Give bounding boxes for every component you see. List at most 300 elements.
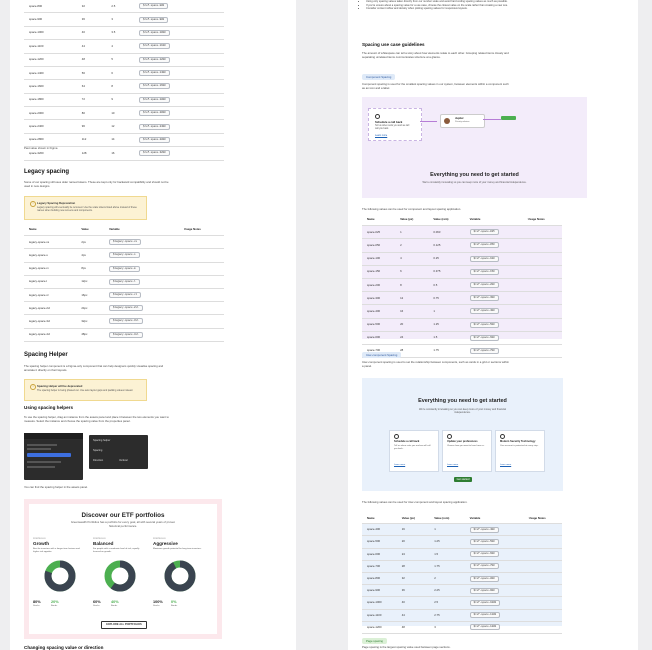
panel-row-selected xyxy=(27,453,71,457)
panel-row xyxy=(27,444,57,446)
table-cell xyxy=(104,275,179,288)
popup-body: Tell us when suits you and we will call you back. xyxy=(375,125,410,130)
table-cell: 0.5 xyxy=(428,278,464,291)
legacy-note xyxy=(24,196,147,220)
token-pill: $ref-space-600 xyxy=(470,335,499,341)
table-cell xyxy=(179,262,224,275)
column-header: Name xyxy=(362,513,397,524)
table-row xyxy=(24,80,224,93)
table-cell: 1.75 xyxy=(429,560,464,572)
token-pill: $ref-space-1200 xyxy=(139,57,170,63)
right-doc-page xyxy=(348,0,638,650)
table-cell: space-100 xyxy=(362,252,395,265)
table-row xyxy=(362,524,562,536)
token-pill: $ref-space-900 xyxy=(470,588,499,594)
component-spacing-tag: Component Spacing xyxy=(362,74,395,80)
table-cell: legacy-space-xs xyxy=(24,236,76,249)
portfolio-desc: Maximum growth potential for long-term investors. xyxy=(153,548,202,550)
table-cell: space-1800 xyxy=(24,93,77,106)
table-cell: 44 xyxy=(397,609,430,621)
stocks-value: 80% xyxy=(33,600,41,604)
note-title: Spacing Helper will be deprecated xyxy=(37,384,83,388)
portfolio-name: Aggressive xyxy=(153,541,178,546)
table-cell: space-2800 xyxy=(24,133,77,146)
popup-link[interactable]: Learn more xyxy=(375,134,388,137)
table-cell xyxy=(134,80,224,93)
table-row xyxy=(362,609,562,621)
table-cell: 1.5 xyxy=(428,331,464,344)
table-cell xyxy=(523,265,562,278)
table-row xyxy=(24,120,224,133)
table-cell: space-700 xyxy=(362,344,395,357)
table-cell: 0.063 xyxy=(428,226,464,239)
token-pill: $legacy-space-l xyxy=(109,279,140,285)
token-pill: $legacy-space-m xyxy=(109,266,140,272)
spacing-helper-heading: Spacing Helper xyxy=(24,352,68,358)
table-cell: space-2000 xyxy=(24,107,77,120)
table-cell: 12 xyxy=(106,120,134,133)
table-cell xyxy=(104,328,179,341)
table-row xyxy=(24,315,224,328)
feature-card[interactable] xyxy=(389,430,439,472)
table-cell xyxy=(523,239,562,252)
feature-body: Tell us when suits you and we will call you back. xyxy=(394,445,431,450)
table-cell: 2px xyxy=(76,236,104,249)
column-header: Usage Notes xyxy=(523,214,562,226)
table-cell: space-1600 xyxy=(24,80,77,93)
token-pill: $ref-space-1600 xyxy=(139,83,170,89)
inter-component-spacing-tag: Inter-component Spacing xyxy=(362,352,401,358)
portfolio-kicker: PORTFOLIO xyxy=(33,538,46,540)
table-row xyxy=(362,226,562,239)
table-cell xyxy=(104,236,179,249)
table-cell: 12 xyxy=(395,292,428,305)
left-doc-page xyxy=(10,0,296,650)
table-cell: legacy-space-l xyxy=(24,275,76,288)
column-header: Variable xyxy=(465,214,523,226)
table-cell xyxy=(465,265,523,278)
table-cell xyxy=(179,236,224,249)
table-row xyxy=(24,107,224,120)
schedule-callback-popup xyxy=(368,108,422,141)
table-row xyxy=(24,275,224,288)
table-cell xyxy=(465,252,523,265)
column-header: Value (rem) xyxy=(429,513,464,524)
guideline-bullets xyxy=(362,0,516,11)
token-pill: $ref-space-1800 xyxy=(139,97,170,103)
token-pill: $ref-space-700 xyxy=(470,563,499,569)
allocation-donut xyxy=(163,559,197,593)
table-cell xyxy=(134,53,224,66)
token-pill: $ref-space-050 xyxy=(470,242,499,248)
portfolio-kicker: PORTFOLIO xyxy=(93,538,106,540)
feature-card-row xyxy=(389,430,544,470)
token-pill: $ref-space-1000 xyxy=(139,30,170,36)
table-cell: 0.375 xyxy=(428,265,464,278)
table-cell: legacy-space-3xl xyxy=(24,315,76,328)
table-cell: 2 xyxy=(429,572,464,584)
bullet-item: • Consider content reflow and density when picking spacing values for responsive layouts. xyxy=(366,7,516,11)
token-pill: $ref-space-1100 xyxy=(139,43,170,49)
table-cell: 36 xyxy=(77,13,107,26)
table-cell: space-500 xyxy=(362,536,397,548)
table-cell xyxy=(134,40,224,53)
table-cell xyxy=(523,278,562,291)
inter-component-example xyxy=(362,378,563,491)
table-cell: 2.75 xyxy=(429,609,464,621)
table3-wrap xyxy=(362,513,562,629)
token-pill: $ref-space-100 xyxy=(470,256,499,262)
table-cell: 3 xyxy=(106,13,134,26)
table-cell: space-400 xyxy=(362,524,397,536)
bonds-value: 20% xyxy=(51,600,59,604)
table-cell: space-1200 xyxy=(24,53,77,66)
table-cell xyxy=(523,226,562,239)
etf-card-row xyxy=(33,538,213,618)
table-cell xyxy=(134,120,224,133)
get-started-button[interactable]: Get started xyxy=(454,477,472,482)
table-cell: 0.25 xyxy=(428,252,464,265)
token-pill: $legacy-space-2xl xyxy=(109,305,143,311)
table-cell: 1.5 xyxy=(429,548,464,560)
stocks-value: 60% xyxy=(93,600,101,604)
token-pill: $ref-space-200 xyxy=(470,282,499,288)
table-row xyxy=(362,305,562,318)
feature-title: Modern Security Technology xyxy=(500,440,536,443)
note-body: The spacing helper is being phased out. Use auto layout gaps and padding values instead. xyxy=(37,389,133,392)
table-cell: 32px xyxy=(76,315,104,328)
hero-title: Everything you need to get started xyxy=(430,172,519,178)
table-cell xyxy=(465,585,524,597)
table-row xyxy=(362,278,562,291)
token-pill: $ref-space-800 xyxy=(470,576,499,582)
table-row xyxy=(362,252,562,265)
table-cell: legacy-space-xl xyxy=(24,288,76,301)
table-cell: space-050 xyxy=(362,239,395,252)
table-cell: 8 xyxy=(106,80,134,93)
table-cell: legacy-space-4xl xyxy=(24,328,76,341)
table-cell: space-3200 xyxy=(24,147,77,160)
table-cell: 128 xyxy=(77,147,107,160)
table-row xyxy=(24,249,224,262)
table-row xyxy=(362,318,562,331)
table-cell xyxy=(465,292,523,305)
guidelines-body: The amount of whitespace can tell a story about how elements relate to each other. Grouping related items closely and separating unrelated items communicates structure at a glance. xyxy=(362,51,509,59)
info-icon: i xyxy=(30,384,36,390)
table-cell xyxy=(465,344,523,357)
table-cell: 3.5 xyxy=(106,26,134,39)
helper-intro: The spacing helper component is a Figma-only component that can help designers quickly visualise spacing and annotate it directly on their layouts. xyxy=(24,364,164,372)
table-cell xyxy=(523,318,562,331)
table-cell: 24 xyxy=(395,331,428,344)
table-cell xyxy=(465,548,524,560)
table-cell: space-500 xyxy=(362,318,395,331)
etf-subtitle: Greenwealth Portfolios has a portfolio for every goal, all with several years of proven historical performance. xyxy=(70,520,176,528)
table-cell: space-700 xyxy=(362,560,397,572)
table-cell: space-800 xyxy=(24,0,77,13)
table-cell: 96 xyxy=(77,120,107,133)
column-header: Value (px) xyxy=(397,513,430,524)
table-cell xyxy=(465,572,524,584)
table-cell xyxy=(523,305,562,318)
table2-wrap xyxy=(362,214,562,353)
component-spacing-body: Component spacing is used for the smallest spacing values in our system, between elements within a component such as an icon and a label. xyxy=(362,82,509,90)
inter-component-spacing-table xyxy=(362,513,562,634)
table-cell xyxy=(179,249,224,262)
table-cell xyxy=(179,275,224,288)
table-cell xyxy=(104,302,179,315)
table-row xyxy=(24,40,224,53)
table-cell: 5 xyxy=(106,53,134,66)
page-spacing-tag: Page spacing xyxy=(362,638,387,644)
table-cell: 48 xyxy=(397,621,430,633)
table-row xyxy=(362,239,562,252)
table-row xyxy=(24,236,224,249)
portfolio-name: Growth xyxy=(33,541,50,546)
table-cell xyxy=(524,524,562,536)
table-row xyxy=(24,133,224,146)
table-row xyxy=(362,597,562,609)
table-cell: legacy-space-2xl xyxy=(24,302,76,315)
table-cell xyxy=(523,331,562,344)
table-row xyxy=(24,0,224,13)
hero2-title: Everything you need to get started xyxy=(418,398,507,404)
table-cell xyxy=(524,548,562,560)
table-cell xyxy=(179,302,224,315)
token-pill: $ref-space-2400 xyxy=(139,124,170,130)
token-pill: $ref-space-1400 xyxy=(139,70,170,76)
figma-properties-screenshot xyxy=(89,435,148,469)
table-row xyxy=(362,560,562,572)
table-cell xyxy=(465,226,523,239)
popup-title: Schedule a call back xyxy=(375,120,403,124)
table-cell xyxy=(134,93,224,106)
table-cell xyxy=(134,0,224,13)
panel-row xyxy=(27,448,51,450)
table-cell: 0.75 xyxy=(428,292,464,305)
token-pill: $ref-space-2800 xyxy=(139,137,170,143)
table-cell xyxy=(465,609,524,621)
component-spacing-example xyxy=(362,97,587,198)
table-header-row xyxy=(24,224,224,236)
table-cell xyxy=(523,252,562,265)
token-pill: $ref-space-700 xyxy=(470,348,499,354)
table-cell: space-600 xyxy=(362,331,395,344)
column-header: Variable xyxy=(465,513,524,524)
table-cell: 1.75 xyxy=(428,344,464,357)
table-cell: space-900 xyxy=(24,13,77,26)
connector-line xyxy=(483,119,501,120)
table-cell xyxy=(134,107,224,120)
table-cell: 12px xyxy=(76,275,104,288)
table-cell: 9 xyxy=(106,93,134,106)
table-cell: 40 xyxy=(397,597,430,609)
table-cell: 6 xyxy=(106,66,134,79)
table-cell: 28 xyxy=(395,344,428,357)
stocks-value: 100% xyxy=(153,600,163,604)
stocks-label: Stocks xyxy=(153,605,160,607)
table-cell xyxy=(134,133,224,146)
table-row xyxy=(362,536,562,548)
table-cell xyxy=(465,331,523,344)
table-row xyxy=(362,585,562,597)
table-cell xyxy=(179,288,224,301)
properties-value[interactable]: Vertical xyxy=(119,459,128,462)
table-cell: 24px xyxy=(76,302,104,315)
portfolio-kicker: PORTFOLIO xyxy=(153,538,166,540)
token-pill: $legacy-space-3xl xyxy=(109,318,143,324)
panel-row xyxy=(27,466,55,468)
table-cell: space-1000 xyxy=(362,597,397,609)
table-cell: 112 xyxy=(77,133,107,146)
avatar xyxy=(444,118,450,124)
bullet-item: • If you're unsure about a spacing value for a use case, choose the closest value on the scale rather than creating a new one. xyxy=(366,4,516,8)
helper-note xyxy=(24,379,147,401)
table-cell: 10 xyxy=(106,107,134,120)
token-pill: $legacy-space-s xyxy=(109,252,140,258)
table-cell: legacy-space-s xyxy=(24,249,76,262)
table-cell xyxy=(104,262,179,275)
table-cell xyxy=(524,585,562,597)
user-sub: Priority advisor xyxy=(455,121,470,123)
portfolio-card[interactable] xyxy=(93,538,148,618)
table-cell xyxy=(134,66,224,79)
table-cell xyxy=(104,315,179,328)
feature-icon xyxy=(500,434,505,439)
table-row xyxy=(24,328,224,341)
bullet-item: • Using only spacing values taken directly from our number scale and avoid hard coding spacing values as much as possible. xyxy=(366,0,516,4)
table-cell: 16px xyxy=(76,288,104,301)
table-cell xyxy=(465,524,524,536)
etf-portfolios-example xyxy=(24,499,222,639)
feature-title: Update your preferences xyxy=(447,440,478,443)
token-pill: $ref-space-800 xyxy=(139,3,168,9)
token-pill: $ref-space-600 xyxy=(470,551,499,557)
table-cell: 20 xyxy=(397,536,430,548)
table-cell: 0.125 xyxy=(428,239,464,252)
properties-label: Spacing xyxy=(93,449,103,452)
feature-link[interactable]: Learn more xyxy=(394,464,406,466)
table-cell: space-1000 xyxy=(24,26,77,39)
table-caption: Past value shown in Figma xyxy=(24,146,58,150)
table-header-row xyxy=(362,214,562,226)
feature-link[interactable]: Learn more xyxy=(447,464,459,466)
table-cell xyxy=(465,536,524,548)
info-icon: i xyxy=(30,201,36,207)
table-cell: legacy-space-m xyxy=(24,262,76,275)
column-header: Name xyxy=(24,224,76,236)
portfolio-card[interactable] xyxy=(153,538,208,618)
table-cell xyxy=(465,621,524,633)
column-header: Usage Notes xyxy=(179,224,224,236)
note-body: Legacy spacing will eventually be removed. Use the scale tokens listed above instead of these names when building new screens and components. xyxy=(37,206,137,213)
table-cell: 40 xyxy=(77,26,107,39)
table-cell: 32 xyxy=(397,572,430,584)
token-pill: $ref-space-150 xyxy=(470,269,499,275)
table-cell: 8 xyxy=(395,278,428,291)
table-row xyxy=(362,292,562,305)
table-cell: 48px xyxy=(76,328,104,341)
bonds-value: 0% xyxy=(171,600,177,604)
token-pill: $ref-space-1200 xyxy=(470,624,501,630)
legacy-intro: Some of our spacing still uses older named tokens. These are kept only for backward compatibility and should not be used in new designs. xyxy=(24,180,169,188)
helper-caption: You can find the spacing helper in the assets panel. xyxy=(24,485,88,489)
token-pill: $ref-space-1000 xyxy=(470,600,501,606)
table-cell: 3 xyxy=(429,621,464,633)
feature-link[interactable]: Learn more xyxy=(500,464,512,466)
table-cell xyxy=(134,13,224,26)
table-cell: 1 xyxy=(429,524,464,536)
feature-body: Choose how you want to hear from us. xyxy=(447,445,485,447)
donut-stocks-arc xyxy=(168,564,192,588)
table-cell xyxy=(524,536,562,548)
table-row xyxy=(362,331,562,344)
using-helpers-body: To use the spacing helper, drag an instance from the assets panel and place it between the two elements you want to measure. Select the instance and choose the spacing value from the properties panel. xyxy=(24,415,169,423)
table-cell: 28 xyxy=(397,560,430,572)
portfolio-desc: Best for investors with a longer time horizon and higher risk appetite. xyxy=(33,548,80,553)
table-cell: 16 xyxy=(397,524,430,536)
etf-inner xyxy=(29,504,217,634)
table-cell xyxy=(179,315,224,328)
table-cell xyxy=(524,621,562,633)
token-pill: $ref-space-025 xyxy=(470,229,499,235)
table-cell: 80 xyxy=(77,107,107,120)
table-cell: 64 xyxy=(77,80,107,93)
table-cell: 72 xyxy=(77,93,107,106)
table-cell: space-300 xyxy=(362,292,395,305)
portfolio-card[interactable] xyxy=(33,538,88,618)
table-cell xyxy=(134,26,224,39)
table-cell xyxy=(524,572,562,584)
connector-line xyxy=(420,121,437,122)
table-cell: 1.25 xyxy=(429,536,464,548)
legacy-spacing-table xyxy=(24,224,224,342)
feature-card[interactable] xyxy=(442,430,492,472)
table-cell: 16 xyxy=(395,305,428,318)
column-header: Value (rem) xyxy=(428,214,464,226)
spacing-badge xyxy=(501,116,516,120)
table-cell: 20 xyxy=(395,318,428,331)
token-pill: $ref-space-2000 xyxy=(139,110,170,116)
table-cell: 56 xyxy=(77,66,107,79)
feature-icon xyxy=(394,434,399,439)
bonds-label: Bonds xyxy=(111,605,118,607)
table-row xyxy=(24,66,224,79)
table-cell: space-150 xyxy=(362,265,395,278)
hero2-subtitle: We're constantly innovating so you can keep more of your money and financial independence. xyxy=(418,408,506,415)
table-cell xyxy=(465,305,523,318)
table-cell: 36 xyxy=(397,585,430,597)
table-cell xyxy=(104,288,179,301)
table-cell: 4 xyxy=(106,40,134,53)
table-cell: 48 xyxy=(77,53,107,66)
token-pill: $ref-space-400 xyxy=(470,527,499,533)
table-cell: 2.5 xyxy=(106,0,134,13)
table-cell: space-400 xyxy=(362,305,395,318)
token-pill: $ref-space-3200 xyxy=(139,150,170,156)
table-cell xyxy=(134,147,224,160)
table-cell xyxy=(523,292,562,305)
token-pill: $ref-space-500 xyxy=(470,322,499,328)
table-row xyxy=(362,265,562,278)
hero-subtitle: We're constantly innovating so you can keep more of your money and financial independence. xyxy=(422,181,527,184)
feature-card[interactable] xyxy=(495,430,545,472)
properties-header: Spacing helper xyxy=(93,439,111,442)
explore-portfolios-button[interactable]: EXPLORE ALL PORTFOLIOS xyxy=(101,621,147,629)
panel-row xyxy=(27,461,61,463)
token-pill: $ref-space-400 xyxy=(470,308,499,314)
table-cell: 2.5 xyxy=(429,597,464,609)
